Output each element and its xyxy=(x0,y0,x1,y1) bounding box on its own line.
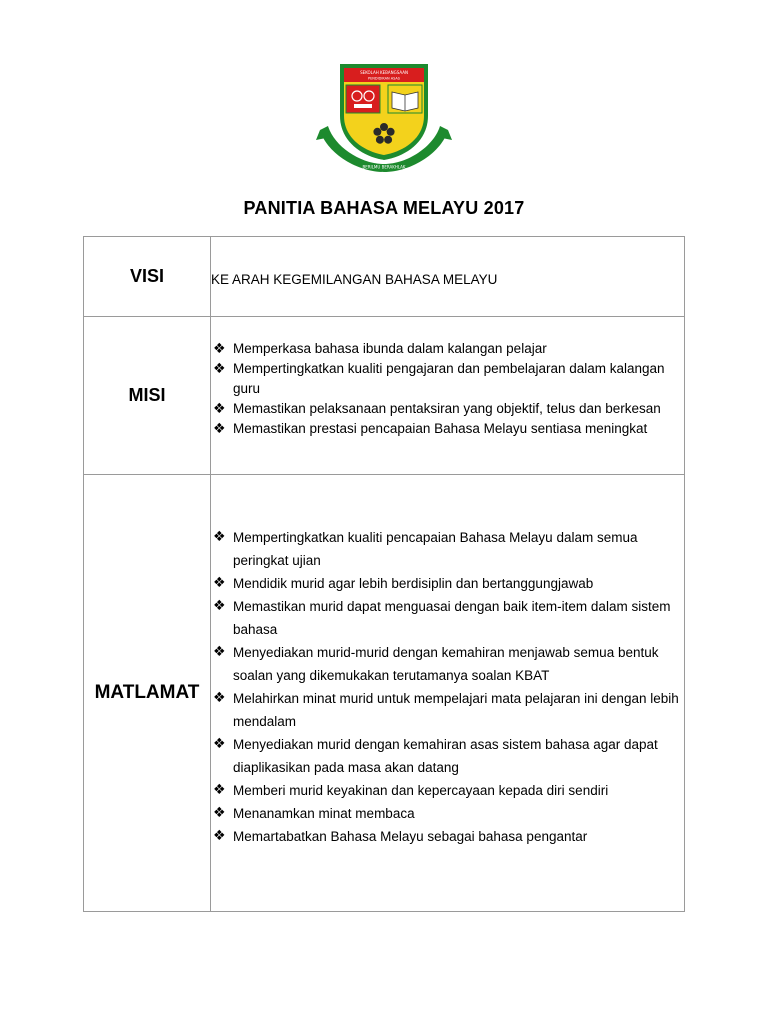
visi-row xyxy=(84,237,685,317)
diamond-bullet-icon: ❖ xyxy=(213,644,226,660)
list-item: ❖ Menanamkan minat membaca xyxy=(211,802,684,825)
diamond-bullet-icon: ❖ xyxy=(213,421,226,437)
diamond-bullet-icon: ❖ xyxy=(213,736,226,752)
diamond-bullet-icon: ❖ xyxy=(213,598,226,614)
visi-label: VISI xyxy=(84,237,211,317)
page-title: PANITIA BAHASA MELAYU 2017 xyxy=(243,198,525,218)
list-item: ❖ Mempertingkatkan kualiti pengajaran dan pembelajaran dalam kalangan guru xyxy=(213,361,665,396)
list-item: ❖ Memastikan murid dapat menguasai dengan baik item-item dalam sistem bahasa xyxy=(211,595,684,641)
list-item: ❖ Memartabatkan Bahasa Melayu sebagai bahasa pengantar xyxy=(211,825,684,848)
matlamat-content xyxy=(211,475,685,912)
diamond-bullet-icon: ❖ xyxy=(213,529,226,545)
crest-ribbon-text: BERILMU BERAKHLAK xyxy=(362,164,406,170)
list-item: ❖ Mendidik murid agar lebih berdisiplin dan bertanggungjawab xyxy=(211,572,684,595)
list-item: ❖ Memastikan prestasi pencapaian Bahasa Melayu sentiasa meningkat xyxy=(213,421,648,437)
misi-label: MISI xyxy=(84,317,211,475)
crest-top-banner: SEKOLAH KEBANGSAAN xyxy=(360,70,408,75)
diamond-bullet-icon: ❖ xyxy=(213,401,226,417)
matlamat-label: MATLAMAT xyxy=(84,475,211,912)
list-item: ❖ Memperkasa bahasa ibunda dalam kalangan pelajar xyxy=(213,341,547,357)
list-item: ❖ Mempertingkatkan kualiti pencapaian Bahasa Melayu dalam semua peringkat ujian xyxy=(211,526,684,572)
diamond-bullet-icon: ❖ xyxy=(213,690,226,706)
list-item: ❖ Memberi murid keyakinan dan kepercayaan kepada diri sendiri xyxy=(211,779,684,802)
diamond-bullet-icon: ❖ xyxy=(213,575,226,591)
visi-text: KE ARAH KEGEMILANGAN BAHASA MELAYU xyxy=(211,272,498,287)
crest-mid-banner: PENDIDIKAN ASAS xyxy=(367,76,401,81)
school-crest-logo xyxy=(316,60,452,178)
diamond-bullet-icon: ❖ xyxy=(213,361,226,377)
diamond-bullet-icon: ❖ xyxy=(213,782,226,798)
visi-content xyxy=(211,237,685,317)
diamond-bullet-icon: ❖ xyxy=(213,828,226,844)
misi-content xyxy=(211,317,685,475)
misi-list xyxy=(211,338,684,453)
committee-plan-table xyxy=(83,236,685,912)
list-item: ❖ Memastikan pelaksanaan pentaksiran yang objektif, telus dan berkesan xyxy=(213,401,661,417)
diamond-bullet-icon: ❖ xyxy=(213,341,226,357)
misi-row xyxy=(84,317,685,475)
list-item: ❖ Melahirkan minat murid untuk mempelajari mata pelajaran ini dengan lebih mendalam xyxy=(211,687,684,733)
list-item: ❖ Menyediakan murid-murid dengan kemahiran menjawab semua bentuk soalan yang dikemukakan terutamanya soalan KBAT xyxy=(211,641,684,687)
diamond-bullet-icon: ❖ xyxy=(213,805,226,821)
matlamat-row xyxy=(84,475,685,912)
list-item: ❖ Menyediakan murid dengan kemahiran asas sistem bahasa agar dapat diaplikasikan pada masa akan datang xyxy=(211,733,684,779)
matlamat-list xyxy=(211,522,684,864)
